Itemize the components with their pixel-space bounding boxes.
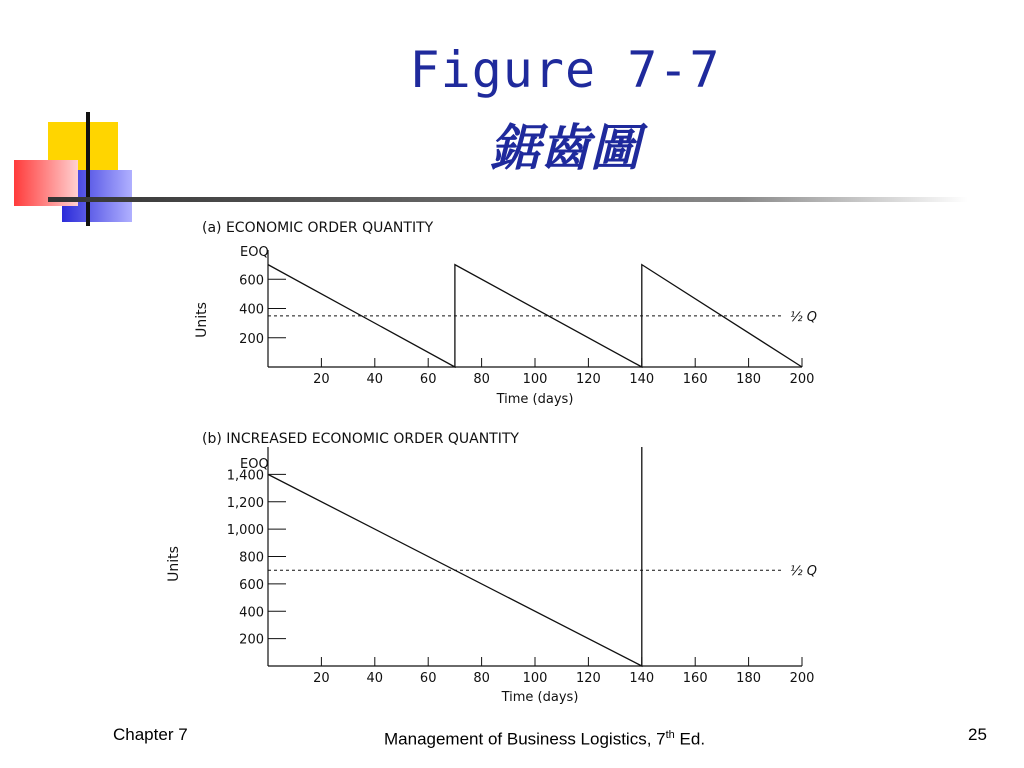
x-tick-label: 100 [522, 671, 548, 686]
half-q-label: ½ Q [790, 309, 817, 325]
y-axis-label: Units [194, 302, 210, 338]
x-tick-label: 180 [736, 671, 762, 686]
y-tick-label: 400 [239, 605, 264, 621]
x-tick-label: 160 [682, 372, 708, 387]
series-label: EOQ [240, 457, 269, 472]
plot-area [227, 447, 817, 686]
x-tick-label: 100 [522, 372, 548, 387]
plot-area [239, 250, 817, 387]
x-tick-label: 180 [736, 372, 762, 387]
x-axis-label: Time (days) [496, 392, 574, 407]
x-tick-label: 200 [789, 372, 815, 387]
y-axis-label: Units [166, 546, 182, 582]
chart-economic-order-quantity [150, 210, 850, 410]
x-tick-label: 120 [575, 372, 601, 387]
footer-book-sup: th [665, 729, 675, 741]
chart-increased-economic-order-quantity [150, 422, 850, 717]
inventory-sawtooth-line [268, 447, 642, 666]
y-tick-label: 600 [239, 273, 264, 289]
x-tick-label: 60 [419, 671, 437, 686]
x-tick-label: 140 [629, 372, 655, 387]
x-tick-label: 160 [682, 671, 708, 686]
footer-book-title [384, 724, 705, 751]
footer-page-number: 25 [968, 725, 987, 744]
footer-book-main: Management of Business Logistics, 7 [384, 729, 666, 749]
series-label: EOQ [240, 245, 269, 260]
y-tick-label: 400 [239, 302, 264, 318]
title-rule [48, 197, 968, 202]
y-tick-label: 1,400 [226, 468, 264, 484]
slide-subtitle: 鋸齒圖 [490, 118, 640, 177]
y-tick-label: 1,000 [226, 523, 264, 539]
x-tick-label: 20 [313, 372, 330, 387]
x-tick-label: 120 [575, 671, 601, 686]
y-tick-label: 1,200 [226, 495, 264, 511]
x-tick-label: 40 [366, 671, 384, 686]
chart-title: (b) INCREASED ECONOMIC ORDER QUANTITY [202, 431, 519, 447]
half-q-label: ½ Q [790, 564, 817, 580]
y-tick-label: 600 [239, 577, 264, 593]
slide-decoration [0, 0, 1024, 230]
slide-title: Figure 7-7 [409, 41, 721, 99]
y-tick-label: 200 [239, 632, 264, 648]
x-tick-label: 140 [629, 671, 655, 686]
x-tick-label: 80 [473, 671, 490, 686]
x-tick-label: 60 [419, 372, 437, 387]
y-tick-label: 800 [239, 550, 264, 566]
footer-chapter: Chapter 7 [113, 725, 188, 744]
x-tick-label: 80 [473, 372, 490, 387]
y-tick-label: 200 [239, 331, 264, 347]
x-axis-label: Time (days) [501, 690, 579, 705]
chart-title: (a) ECONOMIC ORDER QUANTITY [202, 220, 434, 236]
x-tick-label: 40 [366, 372, 384, 387]
x-tick-label: 20 [313, 671, 330, 686]
x-tick-label: 200 [789, 671, 815, 686]
footer-book-end: Ed. [674, 729, 706, 749]
